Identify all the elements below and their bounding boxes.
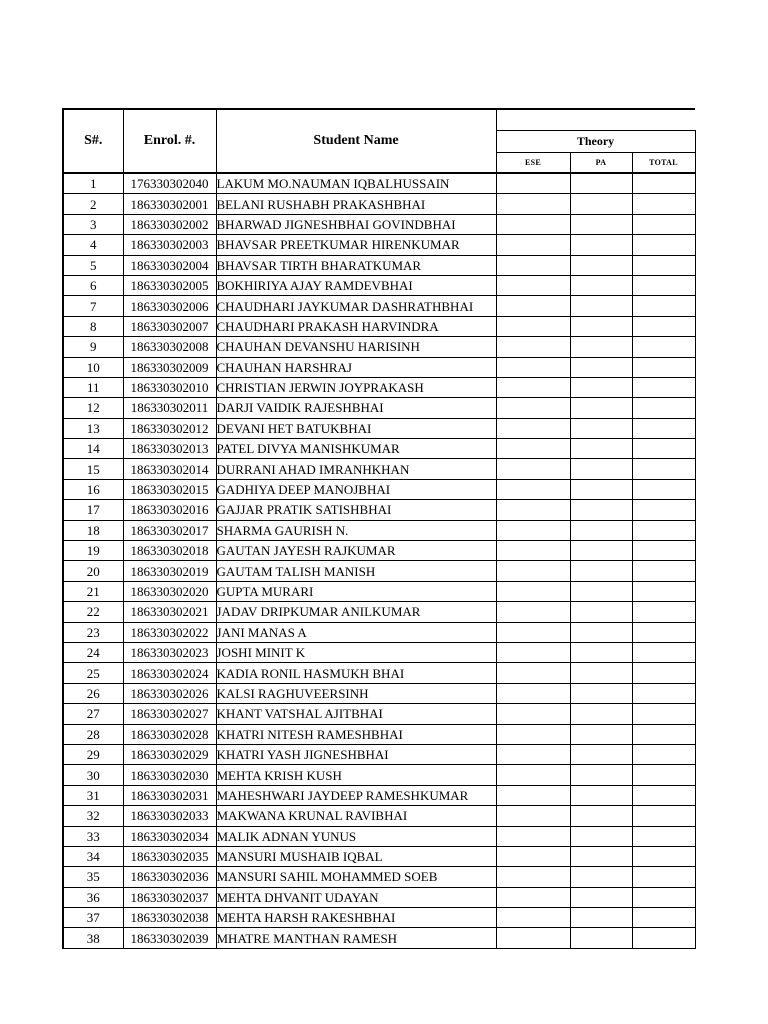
total-mark-cell[interactable] [632,316,695,336]
ese-mark-cell[interactable] [496,867,570,887]
student-name-cell: PATEL DIVYA MANISHKUMAR [216,439,496,459]
pa-mark-cell[interactable] [570,500,632,520]
serial-number-cell: 19 [63,541,123,561]
serial-number-cell: 21 [63,581,123,601]
ese-mark-cell[interactable] [496,642,570,662]
serial-number-cell: 38 [63,928,123,948]
table-row [63,765,695,785]
student-name-cell: SHARMA GAURISH N. [216,520,496,540]
ese-mark-cell[interactable] [496,806,570,826]
pa-mark-cell[interactable] [570,704,632,724]
total-mark-cell[interactable] [632,377,695,397]
pa-mark-cell[interactable] [570,418,632,438]
pa-mark-cell[interactable] [570,479,632,499]
student-name-cell: JOSHI MINIT K [216,642,496,662]
enrolment-number-cell: 186330302012 [123,418,216,438]
table-row [63,724,695,744]
serial-number-cell: 18 [63,520,123,540]
pa-mark-cell[interactable] [570,214,632,234]
ese-mark-cell[interactable] [496,439,570,459]
total-mark-cell[interactable] [632,418,695,438]
total-mark-cell[interactable] [632,479,695,499]
enrolment-number-cell: 186330302035 [123,846,216,866]
ese-mark-cell[interactable] [496,296,570,316]
ese-mark-cell[interactable] [496,683,570,703]
serial-number-cell: 31 [63,785,123,805]
total-mark-cell[interactable] [632,826,695,846]
total-mark-cell[interactable] [632,867,695,887]
table-row [63,316,695,336]
table-row [63,459,695,479]
ese-mark-cell[interactable] [496,704,570,724]
total-mark-cell[interactable] [632,765,695,785]
serial-number-cell: 32 [63,806,123,826]
total-mark-cell[interactable] [632,887,695,907]
ese-mark-cell[interactable] [496,214,570,234]
ese-mark-cell[interactable] [496,337,570,357]
enrolment-number-cell: 186330302013 [123,439,216,459]
student-name-header: Student Name [216,109,496,173]
enrolment-number-cell: 186330302036 [123,867,216,887]
table-row [63,541,695,561]
ese-mark-cell[interactable] [496,541,570,561]
total-mark-cell[interactable] [632,581,695,601]
student-name-cell: BHARWAD JIGNESHBHAI GOVINDBHAI [216,214,496,234]
total-mark-cell[interactable] [632,744,695,764]
total-mark-cell[interactable] [632,642,695,662]
pa-mark-cell[interactable] [570,642,632,662]
table-row [63,744,695,764]
ese-mark-cell[interactable] [496,459,570,479]
total-mark-cell[interactable] [632,683,695,703]
ese-mark-cell[interactable] [496,194,570,214]
enrolment-number-cell: 186330302014 [123,459,216,479]
enrolment-number-cell: 186330302028 [123,724,216,744]
enrolment-number-cell: 186330302004 [123,255,216,275]
table-row [63,846,695,866]
table-row [63,928,695,948]
total-mark-cell[interactable] [632,806,695,826]
pa-mark-cell[interactable] [570,377,632,397]
enrolment-number-cell: 186330302031 [123,785,216,805]
student-name-cell: JANI MANAS A [216,622,496,642]
pa-mark-cell[interactable] [570,826,632,846]
student-name-cell: CHRISTIAN JERWIN JOYPRAKASH [216,377,496,397]
serial-number-cell: 23 [63,622,123,642]
total-mark-cell[interactable] [632,846,695,866]
student-name-cell: MEHTA DHVANIT UDAYAN [216,887,496,907]
ese-mark-cell[interactable] [496,765,570,785]
student-name-cell: KHANT VATSHAL AJITBHAI [216,704,496,724]
ese-mark-cell[interactable] [496,479,570,499]
serial-number-cell: 5 [63,255,123,275]
pa-column-header: PA [570,152,632,173]
enrolment-number-cell: 186330302023 [123,642,216,662]
table-row [63,520,695,540]
student-name-cell: GAJJAR PRATIK SATISHBHAI [216,500,496,520]
enrolment-number-cell: 186330302002 [123,214,216,234]
serial-number-cell: 9 [63,337,123,357]
total-mark-cell[interactable] [632,500,695,520]
pa-mark-cell[interactable] [570,602,632,622]
ese-mark-cell[interactable] [496,235,570,255]
ese-mark-cell[interactable] [496,846,570,866]
student-name-cell: MEHTA HARSH RAKESHBHAI [216,908,496,928]
serial-number-cell: 22 [63,602,123,622]
pa-mark-cell[interactable] [570,846,632,866]
enrolment-number-cell: 186330302007 [123,316,216,336]
student-name-cell: CHAUHAN DEVANSHU HARISINH [216,337,496,357]
table-row [63,581,695,601]
enrolment-number-cell: 186330302037 [123,887,216,907]
serial-number-cell: 3 [63,214,123,234]
total-mark-cell[interactable] [632,439,695,459]
enrolment-number-header: Enrol. #. [123,109,216,173]
total-mark-cell[interactable] [632,622,695,642]
student-name-cell: MANSURI MUSHAIB IQBAL [216,846,496,866]
pa-mark-cell[interactable] [570,439,632,459]
serial-number-cell: 33 [63,826,123,846]
table-row [63,622,695,642]
enrolment-number-cell: 186330302015 [123,479,216,499]
student-name-cell: JADAV DRIPKUMAR ANILKUMAR [216,602,496,622]
table-row [63,296,695,316]
ese-mark-cell[interactable] [496,418,570,438]
serial-number-cell: 17 [63,500,123,520]
table-row [63,235,695,255]
table-row [63,561,695,581]
table-row [63,439,695,459]
student-rows [63,173,695,948]
enrolment-number-cell: 186330302006 [123,296,216,316]
pa-mark-cell[interactable] [570,561,632,581]
total-mark-cell[interactable] [632,357,695,377]
header-blank-cell [496,109,695,130]
table-row [63,806,695,826]
student-name-cell: BOKHIRIYA AJAY RAMDEVBHAI [216,275,496,295]
pa-mark-cell[interactable] [570,806,632,826]
total-mark-cell[interactable] [632,235,695,255]
serial-number-cell: 15 [63,459,123,479]
student-name-cell: MALIK ADNAN YUNUS [216,826,496,846]
enrolment-number-cell: 186330302024 [123,663,216,683]
total-mark-cell[interactable] [632,520,695,540]
enrolment-number-cell: 186330302016 [123,500,216,520]
student-name-cell: BHAVSAR TIRTH BHARATKUMAR [216,255,496,275]
pa-mark-cell[interactable] [570,908,632,928]
pa-mark-cell[interactable] [570,663,632,683]
serial-number-cell: 7 [63,296,123,316]
pa-mark-cell[interactable] [570,622,632,642]
pa-mark-cell[interactable] [570,255,632,275]
table-row [63,173,695,194]
ese-mark-cell[interactable] [496,887,570,907]
total-mark-cell[interactable] [632,296,695,316]
table-header [63,109,695,173]
serial-number-cell: 2 [63,194,123,214]
student-name-cell: CHAUDHARI PRAKASH HARVINDRA [216,316,496,336]
serial-number-cell: 28 [63,724,123,744]
student-name-cell: CHAUHAN HARSHRAJ [216,357,496,377]
table-row [63,357,695,377]
ese-mark-cell[interactable] [496,357,570,377]
pa-mark-cell[interactable] [570,459,632,479]
pa-mark-cell[interactable] [570,337,632,357]
marks-sheet-table [62,108,696,949]
table-row [63,418,695,438]
total-mark-cell[interactable] [632,908,695,928]
table-row [63,500,695,520]
student-name-cell: MHATRE MANTHAN RAMESH [216,928,496,948]
pa-mark-cell[interactable] [570,683,632,703]
pa-mark-cell[interactable] [570,316,632,336]
ese-mark-cell[interactable] [496,377,570,397]
pa-mark-cell[interactable] [570,173,632,194]
serial-number-cell: 6 [63,275,123,295]
enrolment-number-cell: 186330302021 [123,602,216,622]
theory-group-header: Theory [496,130,695,152]
student-name-cell: GUPTA MURARI [216,581,496,601]
serial-number-cell: 34 [63,846,123,866]
serial-number-cell: 4 [63,235,123,255]
ese-mark-cell[interactable] [496,663,570,683]
ese-mark-cell[interactable] [496,581,570,601]
student-name-cell: MANSURI SAHIL MOHAMMED SOEB [216,867,496,887]
serial-number-cell: 12 [63,398,123,418]
student-name-cell: KADIA RONIL HASMUKH BHAI [216,663,496,683]
serial-number-cell: 16 [63,479,123,499]
serial-number-cell: 11 [63,377,123,397]
serial-number-cell: 30 [63,765,123,785]
pa-mark-cell[interactable] [570,194,632,214]
table-row [63,908,695,928]
pa-mark-cell[interactable] [570,744,632,764]
total-mark-cell[interactable] [632,602,695,622]
ese-mark-cell[interactable] [496,275,570,295]
ese-mark-cell[interactable] [496,500,570,520]
student-name-cell: KHATRI YASH JIGNESHBHAI [216,744,496,764]
student-name-cell: GADHIYA DEEP MANOJBHAI [216,479,496,499]
enrolment-number-cell: 186330302018 [123,541,216,561]
serial-number-cell: 20 [63,561,123,581]
student-name-cell: GAUTAM TALISH MANISH [216,561,496,581]
table-row [63,663,695,683]
table-row [63,826,695,846]
pa-mark-cell[interactable] [570,581,632,601]
serial-number-cell: 1 [63,173,123,194]
enrolment-number-cell: 186330302010 [123,377,216,397]
total-mark-cell[interactable] [632,255,695,275]
enrolment-number-cell: 186330302008 [123,337,216,357]
pa-mark-cell[interactable] [570,765,632,785]
ese-mark-cell[interactable] [496,520,570,540]
table-row [63,683,695,703]
pa-mark-cell[interactable] [570,357,632,377]
total-mark-cell[interactable] [632,194,695,214]
pa-mark-cell[interactable] [570,785,632,805]
serial-number-cell: 35 [63,867,123,887]
table-row [63,602,695,622]
serial-number-cell: 10 [63,357,123,377]
ese-mark-cell[interactable] [496,316,570,336]
total-mark-cell[interactable] [632,704,695,724]
pa-mark-cell[interactable] [570,541,632,561]
serial-number-cell: 29 [63,744,123,764]
table-row [63,255,695,275]
student-name-cell: CHAUDHARI JAYKUMAR DASHRATHBHAI [216,296,496,316]
serial-number-cell: 24 [63,642,123,662]
total-mark-cell[interactable] [632,541,695,561]
enrolment-number-cell: 176330302040 [123,173,216,194]
enrolment-number-cell: 186330302019 [123,561,216,581]
pa-mark-cell[interactable] [570,235,632,255]
ese-mark-cell[interactable] [496,173,570,194]
table-row [63,867,695,887]
serial-number-cell: 8 [63,316,123,336]
total-mark-cell[interactable] [632,724,695,744]
total-mark-cell[interactable] [632,459,695,479]
enrolment-number-cell: 186330302001 [123,194,216,214]
ese-mark-cell[interactable] [496,561,570,581]
pa-mark-cell[interactable] [570,724,632,744]
enrolment-number-cell: 186330302039 [123,928,216,948]
student-name-cell: LAKUM MO.NAUMAN IQBALHUSSAIN [216,173,496,194]
student-name-cell: KHATRI NITESH RAMESHBHAI [216,724,496,744]
student-name-cell: KALSI RAGHUVEERSINH [216,683,496,703]
table-row [63,479,695,499]
enrolment-number-cell: 186330302009 [123,357,216,377]
total-mark-cell[interactable] [632,928,695,948]
table-row [63,398,695,418]
ese-mark-cell[interactable] [496,744,570,764]
student-name-cell: DEVANI HET BATUKBHAI [216,418,496,438]
enrolment-number-cell: 186330302034 [123,826,216,846]
student-name-cell: MAKWANA KRUNAL RAVIBHAI [216,806,496,826]
pa-mark-cell[interactable] [570,887,632,907]
enrolment-number-cell: 186330302005 [123,275,216,295]
serial-number-cell: 13 [63,418,123,438]
total-mark-cell[interactable] [632,785,695,805]
total-mark-cell[interactable] [632,173,695,194]
serial-number-cell: 14 [63,439,123,459]
enrolment-number-cell: 186330302038 [123,908,216,928]
ese-mark-cell[interactable] [496,602,570,622]
ese-mark-cell[interactable] [496,908,570,928]
table-row [63,377,695,397]
enrolment-number-cell: 186330302020 [123,581,216,601]
enrolment-number-cell: 186330302003 [123,235,216,255]
student-name-cell: GAUTAN JAYESH RAJKUMAR [216,541,496,561]
total-column-header: TOTAL [632,152,695,173]
pa-mark-cell[interactable] [570,520,632,540]
table-row [63,194,695,214]
ese-mark-cell[interactable] [496,724,570,744]
ese-column-header: ESE [496,152,570,173]
total-mark-cell[interactable] [632,398,695,418]
enrolment-number-cell: 186330302011 [123,398,216,418]
student-name-cell: BELANI RUSHABH PRAKASHBHAI [216,194,496,214]
serial-number-header: S#. [63,109,123,173]
pa-mark-cell[interactable] [570,296,632,316]
pa-mark-cell[interactable] [570,867,632,887]
table-row [63,337,695,357]
table-row [63,275,695,295]
serial-number-cell: 27 [63,704,123,724]
enrolment-number-cell: 186330302026 [123,683,216,703]
enrolment-number-cell: 186330302029 [123,744,216,764]
serial-number-cell: 36 [63,887,123,907]
pa-mark-cell[interactable] [570,275,632,295]
table-row [63,214,695,234]
enrolment-number-cell: 186330302027 [123,704,216,724]
table-row [63,642,695,662]
total-mark-cell[interactable] [632,663,695,683]
pa-mark-cell[interactable] [570,398,632,418]
total-mark-cell[interactable] [632,561,695,581]
table-row [63,887,695,907]
enrolment-number-cell: 186330302017 [123,520,216,540]
enrolment-number-cell: 186330302022 [123,622,216,642]
ese-mark-cell[interactable] [496,826,570,846]
ese-mark-cell[interactable] [496,255,570,275]
ese-mark-cell[interactable] [496,622,570,642]
serial-number-cell: 25 [63,663,123,683]
student-name-cell: BHAVSAR PREETKUMAR HIRENKUMAR [216,235,496,255]
student-name-cell: MAHESHWARI JAYDEEP RAMESHKUMAR [216,785,496,805]
serial-number-cell: 37 [63,908,123,928]
ese-mark-cell[interactable] [496,398,570,418]
student-name-cell: MEHTA KRISH KUSH [216,765,496,785]
total-mark-cell[interactable] [632,275,695,295]
total-mark-cell[interactable] [632,337,695,357]
student-name-cell: DURRANI AHAD IMRANHKHAN [216,459,496,479]
ese-mark-cell[interactable] [496,928,570,948]
total-mark-cell[interactable] [632,214,695,234]
serial-number-cell: 26 [63,683,123,703]
table-row [63,785,695,805]
enrolment-number-cell: 186330302030 [123,765,216,785]
pa-mark-cell[interactable] [570,928,632,948]
ese-mark-cell[interactable] [496,785,570,805]
student-name-cell: DARJI VAIDIK RAJESHBHAI [216,398,496,418]
table-row [63,704,695,724]
enrolment-number-cell: 186330302033 [123,806,216,826]
